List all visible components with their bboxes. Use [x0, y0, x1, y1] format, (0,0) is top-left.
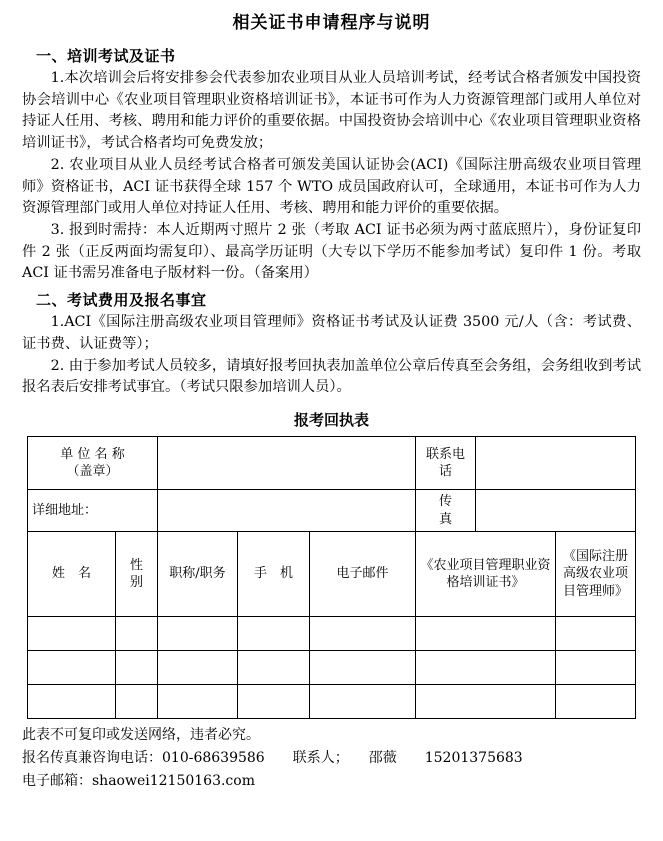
- section-1-paragraph-2: 2. 农业项目从业人员经考试合格者可颁发美国认证协会(ACI)《国际注册高级农业项目管理师》资格证书，ACI 证书获得全球 157 个 WTO 成员国政府认可，全球通用，本证书可作为人力资源管理部门或用人单位对持证人任用、考核、聘用和能力评价的重要依据。: [22, 156, 641, 217]
- column-header-cert-intl: 《国际注册高级农业项目管理师》: [556, 532, 636, 617]
- address-label: 详细地址：: [28, 490, 158, 532]
- cell-title[interactable]: [158, 685, 238, 719]
- cell-name[interactable]: [28, 651, 116, 685]
- page-title: 相关证书申请程序与说明: [232, 13, 431, 33]
- cell-gender[interactable]: [116, 685, 158, 719]
- cell-cert-agri[interactable]: [416, 685, 556, 719]
- footer-contact-name: 邵薇: [368, 750, 397, 767]
- table-row-address: [28, 490, 636, 532]
- column-header-mobile: 手 机: [238, 532, 310, 617]
- column-header-cert-agri: 《农业项目管理职业资格培训证书》: [416, 532, 556, 617]
- footer-email-label: 电子邮箱：: [22, 773, 92, 790]
- cell-title[interactable]: [158, 651, 238, 685]
- unit-name-label-line1: 单 位 名 称: [60, 446, 125, 462]
- cell-cert-agri[interactable]: [416, 651, 556, 685]
- cell-mobile[interactable]: [238, 685, 310, 719]
- cell-mobile[interactable]: [238, 617, 310, 651]
- table-row: [28, 651, 636, 685]
- section-1-paragraph-3: 3. 报到时需持：本人近期两寸照片 2 张（考取 ACI 证书必须为两寸蓝底照片），身份证复印件 2 张（正反两面均需复印）、最高学历证明（大专以下学历不能参加考试）复印件 1 份。考取 ACI 证书需另准备电子版材料一份。（备案用）: [22, 222, 641, 282]
- cell-cert-intl[interactable]: [556, 617, 636, 651]
- footer-warning-note: 此表不可复印或发送网络，违者必究。: [22, 727, 260, 744]
- cell-email[interactable]: [310, 685, 416, 719]
- fax-value[interactable]: [476, 490, 636, 532]
- footer-contact-phone: 15201375683: [424, 750, 523, 767]
- phone-label: 联系电话: [416, 437, 476, 490]
- table-row: [28, 685, 636, 719]
- footer-email-line: [22, 771, 645, 792]
- section-2-paragraph-2: 2. 由于参加考试人员较多，请填好报考回执表加盖单位公章后传真至会务组，会务组收到考试报名表后安排考试事宜。（考试只限参加培训人员）。: [22, 357, 641, 396]
- unit-name-label-line2: （盖章）: [66, 464, 119, 480]
- cell-title[interactable]: [158, 617, 238, 651]
- unit-name-value[interactable]: [158, 437, 416, 490]
- cell-email[interactable]: [310, 617, 416, 651]
- footer-fax-label: 报名传真兼咨询电话：: [22, 750, 162, 767]
- section-heading-2: 二、考试费用及报名事宜: [36, 291, 207, 310]
- table-row: [28, 617, 636, 651]
- registration-form-table: [27, 436, 636, 719]
- section-heading-1: 一、培训考试及证书: [36, 47, 176, 65]
- section-2-paragraph-1: 1.ACI《国际注册高级农业项目管理师》资格证书考试及认证费 3500 元/人（含：考试费、证书费、认证费等）；: [22, 314, 641, 352]
- address-value[interactable]: [158, 490, 416, 532]
- fax-label: 传 真: [416, 490, 476, 532]
- phone-value[interactable]: [476, 437, 636, 490]
- footer-email-value: shaowei12150163.com: [92, 773, 255, 790]
- column-header-title: 职称/职务: [158, 532, 238, 617]
- footer-fax-line: [22, 748, 645, 769]
- table-header-row: [28, 532, 636, 617]
- column-header-email: 电子邮件: [310, 532, 416, 617]
- cell-cert-intl[interactable]: [556, 651, 636, 685]
- table-row-unit: [28, 437, 636, 490]
- cell-cert-agri[interactable]: [416, 617, 556, 651]
- column-header-name: 姓 名: [28, 532, 116, 617]
- cell-name[interactable]: [28, 685, 116, 719]
- column-header-gender: 性 别: [116, 532, 158, 617]
- cell-gender[interactable]: [116, 617, 158, 651]
- cell-cert-intl[interactable]: [556, 685, 636, 719]
- section-1-paragraph-1: 1.本次培训会后将安排参会代表参加农业项目从业人员培训考试，经考试合格者颁发中国投资协会培训中心《农业项目管理职业资格培训证书》，本证书可作为人力资源管理部门或用人单位对持证人任用、考核、聘用和能力评价的重要依据。中国投资协会培训中心《农业项目管理职业资格培训证书》，考试合格者均可免费发放；: [22, 70, 641, 152]
- document-page: [0, 8, 663, 841]
- cell-name[interactable]: [28, 617, 116, 651]
- footer-fax-value: 010-68639586: [162, 750, 265, 767]
- form-title: 报考回执表: [293, 411, 369, 430]
- cell-mobile[interactable]: [238, 651, 310, 685]
- cell-email[interactable]: [310, 651, 416, 685]
- cell-gender[interactable]: [116, 651, 158, 685]
- unit-name-label: [28, 437, 158, 490]
- footer-contact-label: 联系人；: [292, 750, 349, 767]
